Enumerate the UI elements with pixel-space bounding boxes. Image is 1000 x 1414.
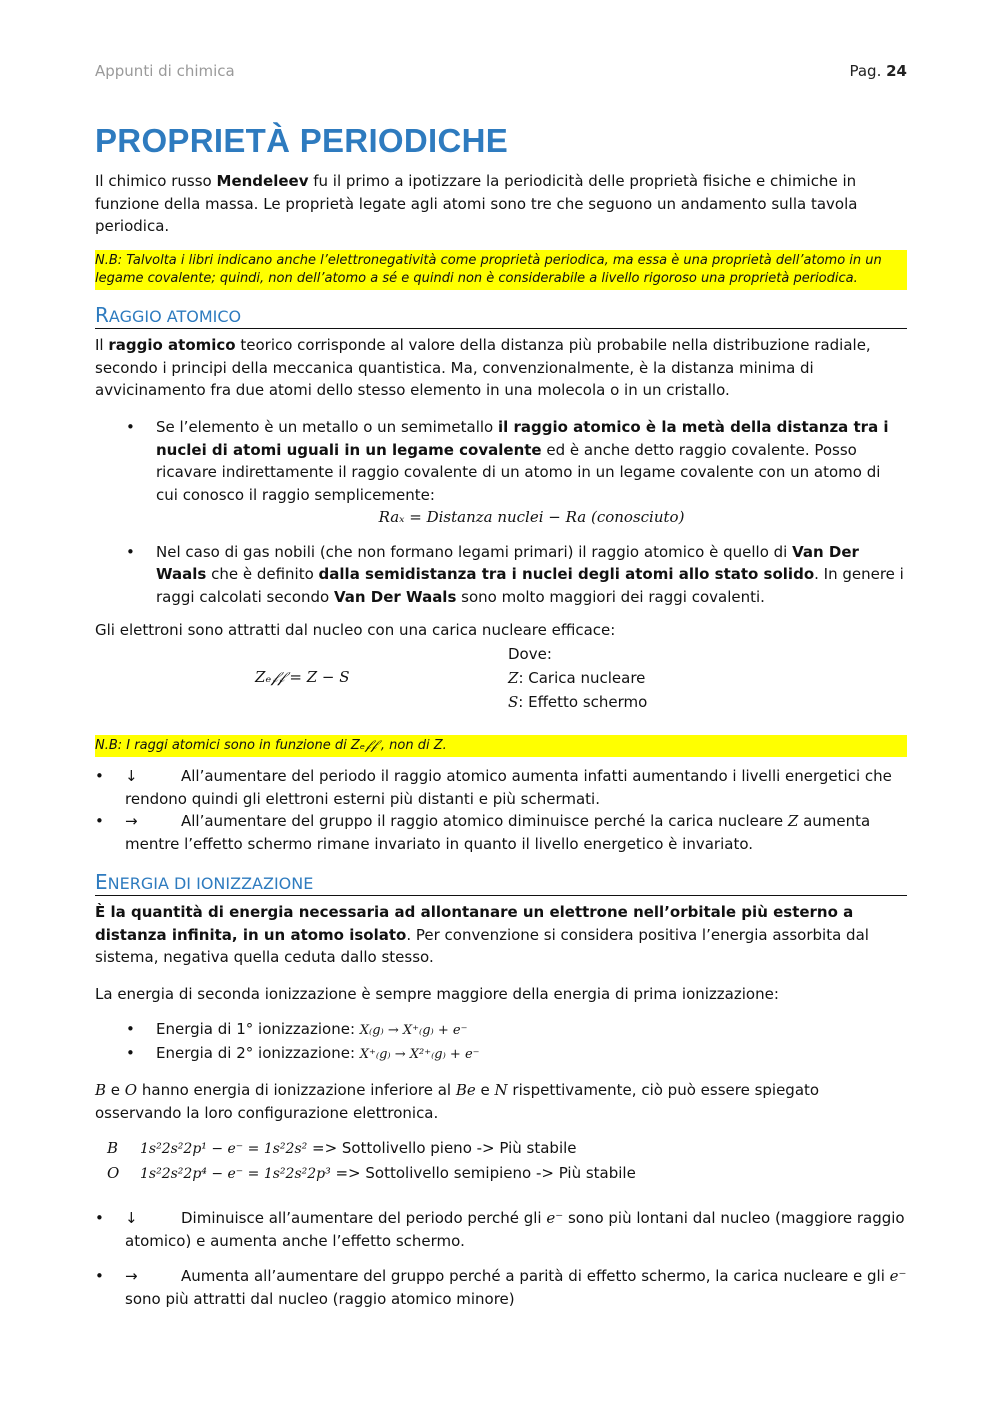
arrow-right-icon: → [125,812,138,830]
bullet-icon: • [126,1044,135,1062]
text: All’aumentare del gruppo il raggio atomico diminuisce perché la carica nucleare [181,812,788,830]
zeff-formula: Zₑ𝒻𝒻 = Z − S [255,668,350,686]
electron-symbol: e⁻ [546,1209,564,1227]
text: teorico corrisponde al valore della distanza più probabile nella distribuzione radiale, secondo i principi della meccanica quantistica. Ma, convenzionalmente, è la distanza minima di avvicinamento fra due atomi dello stesso elemento in una molecola o in un cristallo. [95,336,871,399]
bullet-icon: • [126,418,135,436]
bold-text: Van Der Waals [156,542,859,583]
bullet-icon: • [95,767,104,785]
text: sono più lontani dal nucleo (maggiore raggio atomico) e aumenta anche l’effetto schermo. [125,1209,905,1250]
electron-symbol: e⁻ [889,1267,907,1285]
page-label: Pag. [849,62,882,80]
bold-term: raggio atomico [108,336,236,354]
heading-cap: R [95,303,109,327]
text: e [475,1081,495,1099]
ionization-trend-list [95,1207,907,1310]
text: Aumenta all’aumentare del gruppo perché a parità di effetto schermo, la carica nucleare e gli [181,1267,890,1285]
raggio-bullets [126,416,907,608]
ionizzazione-definition [95,901,907,969]
second-ionization-text: La energia di seconda ionizzazione è sempre maggiore della energia di prima ionizzazione: [95,985,779,1003]
bold-text: il raggio atomico è la metà della distanza tra i nuclei di atomi uguali in un legame covalente [156,418,889,459]
z-symbol: Z [787,812,799,830]
text: sono molto maggiori dei raggi covalenti. [456,587,765,606]
list-item [126,416,907,529]
s-def-text: : Effetto schermo [518,693,648,711]
text: rispettivamente, ciò può essere spiegato osservando la loro configurazione elettronica. [95,1081,820,1122]
list-item [95,765,907,810]
list-item [126,1042,907,1066]
section-heading-raggio [95,303,907,329]
configuration: 1s²2s²2p¹ − e⁻ = 1s²2s² [140,1141,308,1157]
bullet-icon: • [126,542,135,561]
text: hanno energia di ionizzazione inferiore al [137,1081,456,1099]
intro-bold: Mendeleev [216,172,309,190]
text: che è definito [206,565,319,583]
equation: X₍g₎ → X⁺₍g₎ + e⁻ [359,1023,468,1038]
text: Energia di 2° ionizzazione: [156,1044,360,1062]
symbol: O [124,1081,138,1099]
heading-rest: NERGIA DI IONIZZAZIONE [107,874,314,893]
text: Il [95,336,109,354]
page-title: PROPRIETÀ PERIODICHE [95,122,509,159]
element-symbol: B [107,1139,119,1157]
config-explanation [95,1079,907,1124]
zeff-legend [508,642,808,714]
text: e [106,1081,125,1099]
s-definition [508,690,808,714]
bullet-icon: • [95,1209,104,1227]
text: => Sottolivello semipieno -> Più stabile [330,1164,636,1182]
symbol: Be [455,1081,476,1099]
intro-paragraph [95,170,907,238]
dove-label: Dove: [508,645,552,663]
text: Diminuisce all’aumentare del periodo perché gli [181,1209,547,1227]
arrow-down-icon: ↓ [125,1209,138,1227]
text: Nel caso di gas nobili (che non formano legami primari) il raggio atomico è quello di [156,542,793,561]
heading-cap: E [95,870,108,894]
intro-text-end: fu il primo a ipotizzare la periodicità delle proprietà fisiche e chimiche in funzione della massa. Le proprietà legate agli atomi sono tre che seguono un andamento sulla tavola periodica. [95,172,858,235]
note-zeff: N.B: I raggi atomici sono in funzione di Zₑ𝒻𝒻 , non di Z. [95,735,907,757]
page-number [849,62,907,80]
raggio-definition [95,334,907,402]
text: ed è anche detto raggio covalente. Posso ricavare indirettamente il raggio covalente di un atomo in un legame covalente con un atomo di cui conosco il raggio semplicemente: [156,440,881,504]
intro-text: Il chimico russo [95,172,217,190]
text: sono più attratti dal nucleo (raggio atomico minore) [125,1289,515,1308]
formula-raggio: Raₓ = Distanza nuclei − Ra (conosciuto) [378,508,685,526]
page-number-value: 24 [886,62,907,80]
header-title: Appunti di chimica [95,62,235,80]
list-item [95,1207,907,1252]
raggio-trend-list [95,765,907,855]
z-symbol: Z [508,669,519,687]
symbol: B [95,1081,107,1099]
bullet-icon: • [95,812,104,830]
text: aumenta mentre l’effetto schermo rimane invariato in quanto il livello energetico è invariato. [125,812,871,853]
zeff-intro: Gli elettroni sono attratti dal nucleo con una carica nucleare efficace: [95,621,616,639]
section-heading-ionizzazione [95,870,907,896]
config-row-o [107,1162,907,1186]
list-item [95,810,907,855]
bullet-icon: • [126,1020,135,1038]
list-item [126,541,907,609]
list-item [126,1018,907,1042]
text: Se l’elemento è un metallo o un semimetallo [156,418,498,436]
symbol: N [494,1081,508,1099]
s-symbol: S [508,693,519,711]
text: All’aumentare del periodo il raggio atomico aumenta infatti aumentando i livelli energetici che rendono quindi gli elettroni esterni più distanti e più schermati. [125,767,892,808]
arrow-right-icon: → [125,1267,138,1285]
config-row-b [107,1137,907,1161]
note-electronegativity: N.B: Talvolta i libri indicano anche l’elettronegatività come proprietà periodica, ma essa è una proprietà dell’atomo in un legame covalente; quindi, non dell’atomo a sé e quindi non è considerabile a livello rigoroso una proprietà periodica. [95,250,907,290]
text: => Sottolivello pieno -> Più stabile [307,1139,577,1157]
bullet-icon: • [95,1267,104,1285]
heading-rest: AGGIO ATOMICO [108,307,242,326]
list-item [95,1265,907,1310]
arrow-down-icon: ↓ [125,767,138,785]
bold-text: Van Der Waals [334,587,457,606]
text: . Per convenzione si considera positiva l’energia assorbita dal sistema, negativa quella ceduta dallo stesso. [95,925,869,966]
z-definition [508,666,808,690]
text: . In genere i raggi calcolati secondo [156,565,904,606]
bold-text: dalla semidistanza tra i nuclei degli atomi allo stato solido [318,565,815,583]
equation: X⁺₍g₎ → X²⁺₍g₎ + e⁻ [359,1047,480,1062]
z-def-text: : Carica nucleare [518,669,646,687]
configuration: 1s²2s²2p⁴ − e⁻ = 1s²2s²2p³ [140,1166,331,1182]
bold-text: È la quantità di energia necessaria ad allontanare un elettrone nell’orbitale più esterno a distanza infinita, in un atomo isolato [95,903,854,944]
ionization-list [126,1018,907,1066]
text: Energia di 1° ionizzazione: [156,1020,360,1038]
element-symbol: O [107,1164,120,1182]
